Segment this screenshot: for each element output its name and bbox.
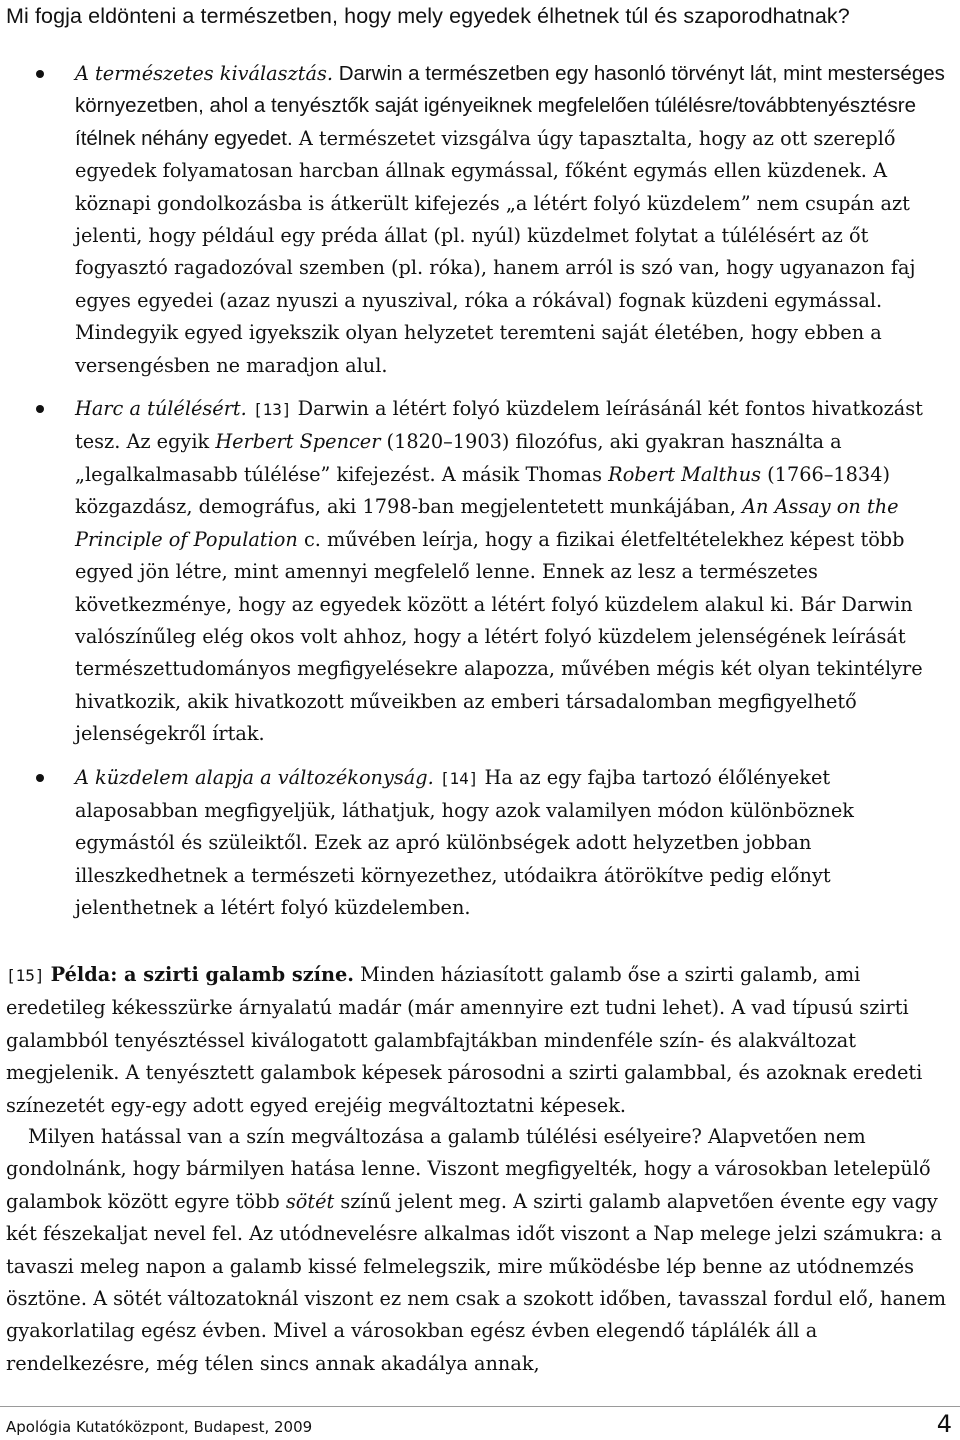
bullet-text: A természetet vizsgálva úgy tapasztalta, hogy az ott szereplő egyedek folyamatosan harcban állnak egymással, főként egymás ellen küzdenek. A köznapi gondolkozásba is átkerült kifejezés „a létért folyó küzdelem” nem csupán azt jelenti, hogy például egy préda állat (pl. nyúl) küzdelmet folytat a túlélésért az őt fogyasztó ragadozóval szemben (pl. róka), hanem arról is szó van, hogy ugyanazon faj egyes egyedei (azaz nyuszi a nyuszival, róka a rókával) fognak küzdeni egymással. Mindegyik egyed igyekszik olyan helyzetet teremteni saját életében, hogy ebben a versengésben ne maradjon alul.: [75, 126, 916, 377]
paragraph-text: Minden háziasított galamb őse a szirti galamb, ami eredetileg kékesszürke árnyalatú madár (már amennyire ezt tudni lehet). A vad típusú szirti galambból tenyésztéssel kiválogatott galambfajtákban mindenféle szín- és alakváltozat megjelenik. A tenyésztett galambok képesek párosodni a szirti galambbal, és azoknak eredeti színezetét egy-egy adott egyed erejéig megváltoztatni képesek.: [6, 963, 923, 1117]
example-paragraph: [6, 959, 952, 1122]
bullet-text: c. művében leírja, hogy a fizikai életfeltételekhez képest több egyed jön létre, mint amennyi megfelelő lenne. Ennek az lesz a természetes következménye, hogy az egyedek között a létért folyó küzdelem alakul ki. Bár Darwin valószínűleg elég okos volt ahhoz, hogy a létért folyó küzdelem jelenségének leírását természettudományos megfigyelésekre alapozza, művében mégis két olyan tekintélyre hivatkozik, akik hivatkozott műveikben az emberi társadalomban megfigyelhető jelenségekről írtak.: [75, 527, 923, 746]
work-title: An Assay on the Principle of Population: [75, 495, 899, 551]
bullet-title: A küzdelem alapja a változékonyság.: [75, 765, 434, 789]
paragraph-text: színű jelent meg. A szirti galamb alapvetően évente egy vagy két fészekaljat nevel fel. Az utódnevelésre alkalmas időt viszont a Nap melege jelzi számukra: a tavaszi meleg napon a galamb kissé felmelegszik, mire működésbe lép benne az utódnemzés ösztöne. A sötét változatoknál viszont ez nem csak a szokott időben, tavasszal fordul elő, hanem gyakorlatilag egész évben. Mivel a városokban egész évben elegendő táplálék áll a rendelkezésre, még télen sincs annak akadálya annak,: [6, 1189, 947, 1375]
list-item: [0, 393, 960, 750]
bullet-icon: [36, 774, 44, 782]
bullet-icon: [36, 405, 44, 413]
bullet-text: Ha az egy fajba tartozó élőlényeket alaposabban megfigyeljük, láthatjuk, hogy azok valamilyen módon különböznek egymástól és szüleiktől. Ezek az apró különbségek adott helyzetben jobban illeszkedhetnek a természeti környezethez, utódaikra átörökítve pedig előnyt jelenthetnek a létért folyó küzdelemben.: [75, 765, 854, 920]
list-item: [0, 762, 960, 925]
body-paragraph: [6, 1121, 952, 1380]
bullet-text: Darwin a természetben egy hasonló törvényt lát, mint mesterséges környezetben, ahol a tenyésztők saját igényeiknek megfelelően túlélésre/továbbtenyésztésre ítélnek néhány egyedet.: [75, 62, 945, 150]
footer-divider: [0, 1406, 960, 1407]
paragraph-text: Milyen hatással van a szín megváltozása a galamb túlélési esélyeire? Alapvetően nem gondolnánk, hogy bármilyen hatása lenne. Viszont megfigyelték, hogy a városokban letelepülő galambok között egyre több: [6, 1125, 931, 1213]
reference-marker: [13]: [252, 400, 292, 420]
reference-marker: [15]: [6, 966, 45, 985]
footer-publisher: Apológia Kutatóközpont, Budapest, 2009: [6, 1418, 313, 1436]
bullet-title: Harc a túlélésért.: [75, 397, 247, 421]
bullet-text: (1766–1834) közgazdász, demográfus, aki 1798-ban megjelentetett munkájában,: [75, 462, 890, 519]
page-number: 4: [936, 1410, 952, 1438]
example-heading: Példa: a szirti galamb színe.: [50, 963, 355, 986]
bullet-list: [0, 58, 960, 925]
person-name: Robert Malthus: [608, 462, 762, 486]
bullet-icon: [36, 70, 44, 78]
bullet-text: (1820–1903) filozófus, aki gyakran használta a „legalkalmasabb túlélése” kifejezést. A másik Thomas: [75, 430, 842, 486]
question-heading: Mi fogja eldönteni a természetben, hogy mely egyedek élhetnek túl és szaporodhatnak?: [6, 4, 850, 28]
reference-marker: [14]: [439, 768, 479, 788]
person-name: Herbert Spencer: [215, 430, 381, 454]
list-item: [0, 58, 960, 382]
emphasis-text: sötét: [285, 1189, 335, 1213]
bullet-text: Darwin a létért folyó küzdelem leírásánál két fontos hivatkozást tesz. Az egyik: [75, 397, 923, 454]
bullet-title: A természetes kiválasztás.: [75, 62, 333, 85]
